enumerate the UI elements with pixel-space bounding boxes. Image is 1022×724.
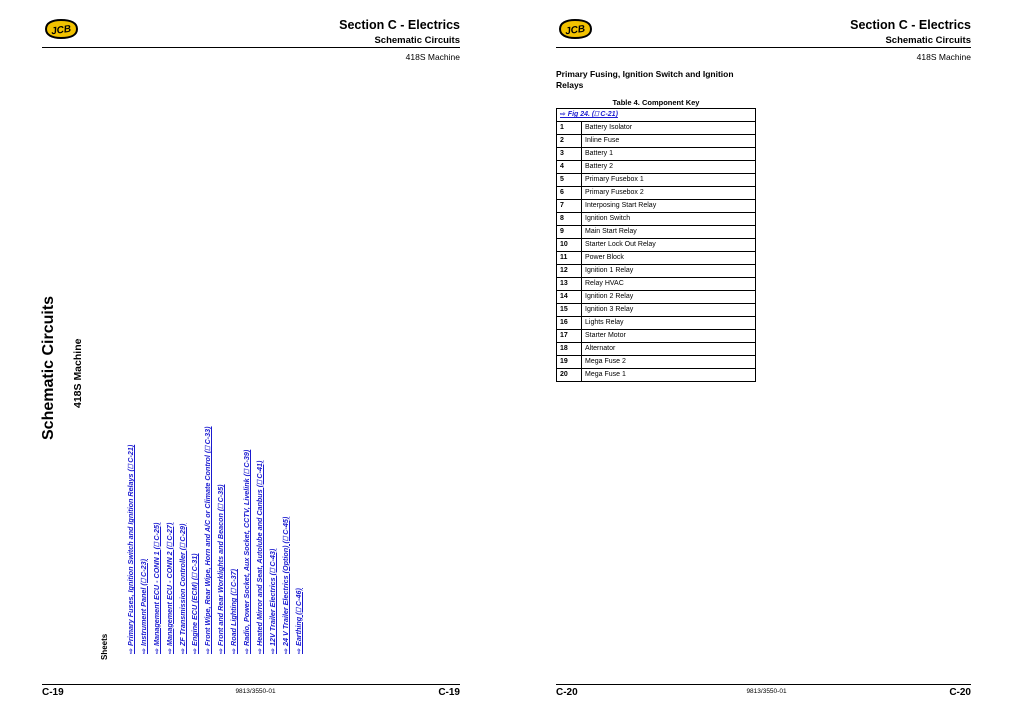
component-name: Ignition 2 Relay <box>582 291 756 304</box>
table-row <box>557 317 756 330</box>
footer-divider <box>42 684 460 685</box>
table-row <box>557 265 756 278</box>
component-name: Main Start Relay <box>582 226 756 239</box>
component-name: Battery Isolator <box>582 122 756 135</box>
component-name: Alternator <box>582 343 756 356</box>
sheet-link-instrument-panel[interactable]: ⇨ Instrument Panel (⎕ C-23) <box>138 558 148 654</box>
right-page <box>511 0 1022 724</box>
sheet-link-radio-power-socket[interactable]: ⇨ Radio, Power Socket, Aux Socket, CCTV, Livelink (⎕ C-39) <box>242 449 252 654</box>
section-title: Primary Fusing, Ignition Switch and Ignition Relays <box>556 69 734 90</box>
component-name: Starter Lock Out Relay <box>582 239 756 252</box>
sheet-link-road-lighting[interactable]: ⇨ Road Lighting (⎕ C-37) <box>229 569 239 654</box>
component-number: 2 <box>557 135 582 148</box>
component-name: Interposing Start Relay <box>582 200 756 213</box>
component-name: Primary Fusebox 2 <box>582 187 756 200</box>
header-subtitle: Schematic Circuits <box>885 35 971 46</box>
table-row <box>557 122 756 135</box>
sheet-links-list <box>125 426 305 654</box>
footer-page-right: C-19 <box>438 687 460 698</box>
footer-page-left: C-20 <box>556 687 578 698</box>
component-number: 12 <box>557 265 582 278</box>
sheet-link-engine-ecu[interactable]: ⇨ Engine ECU (ECM) (⎕ C-31) <box>190 553 200 654</box>
svg-text:JCB: JCB <box>50 23 72 38</box>
header-machine: 418S Machine <box>405 52 460 62</box>
component-name: Lights Relay <box>582 317 756 330</box>
component-name: Power Block <box>582 252 756 265</box>
component-name: Starter Motor <box>582 330 756 343</box>
footer-divider <box>556 684 971 685</box>
table-row <box>557 226 756 239</box>
table-caption: Table 4. Component Key <box>612 98 700 107</box>
sheet-link-primary-fuses[interactable]: ⇨ Primary Fuses, Ignition Switch and Ignition Relays (⎕ C-21) <box>126 444 135 654</box>
table-row <box>557 356 756 369</box>
component-number: 5 <box>557 174 582 187</box>
component-number: 8 <box>557 213 582 226</box>
sheet-link-heated-mirror-seat[interactable]: ⇨ Heated Mirror and Seat, Autolube and Canbus (⎕ C-41) <box>254 460 264 654</box>
component-name: Relay HVAC <box>582 278 756 291</box>
rotated-contents <box>40 250 315 660</box>
component-number: 10 <box>557 239 582 252</box>
svg-text:JCB: JCB <box>564 23 586 38</box>
table-row <box>557 278 756 291</box>
table-row <box>557 330 756 343</box>
table-row <box>557 239 756 252</box>
component-number: 16 <box>557 317 582 330</box>
footer-doc-number: 9813/3550-01 <box>235 688 276 695</box>
component-name: Mega Fuse 2 <box>582 356 756 369</box>
component-number: 6 <box>557 187 582 200</box>
component-number: 1 <box>557 122 582 135</box>
component-number: 4 <box>557 161 582 174</box>
footer-page-right: C-20 <box>949 687 971 698</box>
table-row <box>557 135 756 148</box>
header-divider <box>42 47 460 48</box>
component-number: 15 <box>557 304 582 317</box>
jcb-logo <box>556 18 594 40</box>
figure-link[interactable]: ⇨ Fig 24. (⎕ C-21) <box>557 109 756 122</box>
component-number: 14 <box>557 291 582 304</box>
sheet-link-zf-transmission[interactable]: ⇨ ZF Transmission Controller (⎕ C-29) <box>177 523 187 654</box>
component-number: 18 <box>557 343 582 356</box>
component-number: 13 <box>557 278 582 291</box>
table-row <box>557 148 756 161</box>
table-header-row <box>557 109 756 122</box>
component-number: 20 <box>557 369 582 382</box>
sheet-link-wipe-horn-ac[interactable]: ⇨ Front Wipe, Rear Wipe, Horn and A/C or Climate Control (⎕ C-33) <box>203 426 213 654</box>
table-row <box>557 304 756 317</box>
sheet-link-12v-trailer[interactable]: ⇨ 12V Trailer Electrics (⎕ C-43) <box>267 548 277 654</box>
footer-page-left: C-19 <box>42 687 64 698</box>
footer-doc-number: 9813/3550-01 <box>746 688 787 695</box>
component-number: 7 <box>557 200 582 213</box>
rotated-title: Schematic Circuits <box>40 295 57 440</box>
table-row <box>557 343 756 356</box>
component-number: 19 <box>557 356 582 369</box>
component-number: 9 <box>557 226 582 239</box>
header-title: Section C - Electrics <box>850 18 971 32</box>
header-machine: 418S Machine <box>916 52 971 62</box>
component-key-table <box>556 108 756 382</box>
table-row <box>557 369 756 382</box>
table-row <box>557 252 756 265</box>
table-row <box>557 213 756 226</box>
component-name: Inline Fuse <box>582 135 756 148</box>
component-number: 3 <box>557 148 582 161</box>
table-row <box>557 187 756 200</box>
component-name: Battery 1 <box>582 148 756 161</box>
table-row <box>557 174 756 187</box>
sheet-link-management-ecu-conn1[interactable]: ⇨ Management ECU - CONN 1 (⎕ C-25) <box>151 522 161 654</box>
sheets-label: Sheets <box>100 633 109 660</box>
component-name: Ignition 3 Relay <box>582 304 756 317</box>
component-name: Mega Fuse 1 <box>582 369 756 382</box>
component-name: Battery 2 <box>582 161 756 174</box>
sheet-link-worklights-beacon[interactable]: ⇨ Front and Rear Worklights and Beacon (⎕ C-35) <box>216 484 226 654</box>
header-subtitle: Schematic Circuits <box>374 35 460 46</box>
component-name: Ignition Switch <box>582 213 756 226</box>
sheet-link-management-ecu-conn2[interactable]: ⇨ Management ECU - CONN 2 (⎕ C-27) <box>164 522 174 654</box>
table-row <box>557 200 756 213</box>
component-number: 17 <box>557 330 582 343</box>
header-title: Section C - Electrics <box>339 18 460 32</box>
table-row <box>557 161 756 174</box>
component-name: Ignition 1 Relay <box>582 265 756 278</box>
component-number: 11 <box>557 252 582 265</box>
header-divider <box>556 47 971 48</box>
jcb-logo <box>42 18 80 40</box>
rotated-subtitle: 418S Machine <box>72 338 84 408</box>
sheet-link-24v-trailer[interactable]: ⇨ 24 V Trailer Electrics (Option) (⎕ C-45) <box>280 516 290 654</box>
table-row <box>557 291 756 304</box>
sheet-link-earthing[interactable]: ⇨ Earthing (⎕ C-46) <box>293 588 303 654</box>
component-name: Primary Fusebox 1 <box>582 174 756 187</box>
